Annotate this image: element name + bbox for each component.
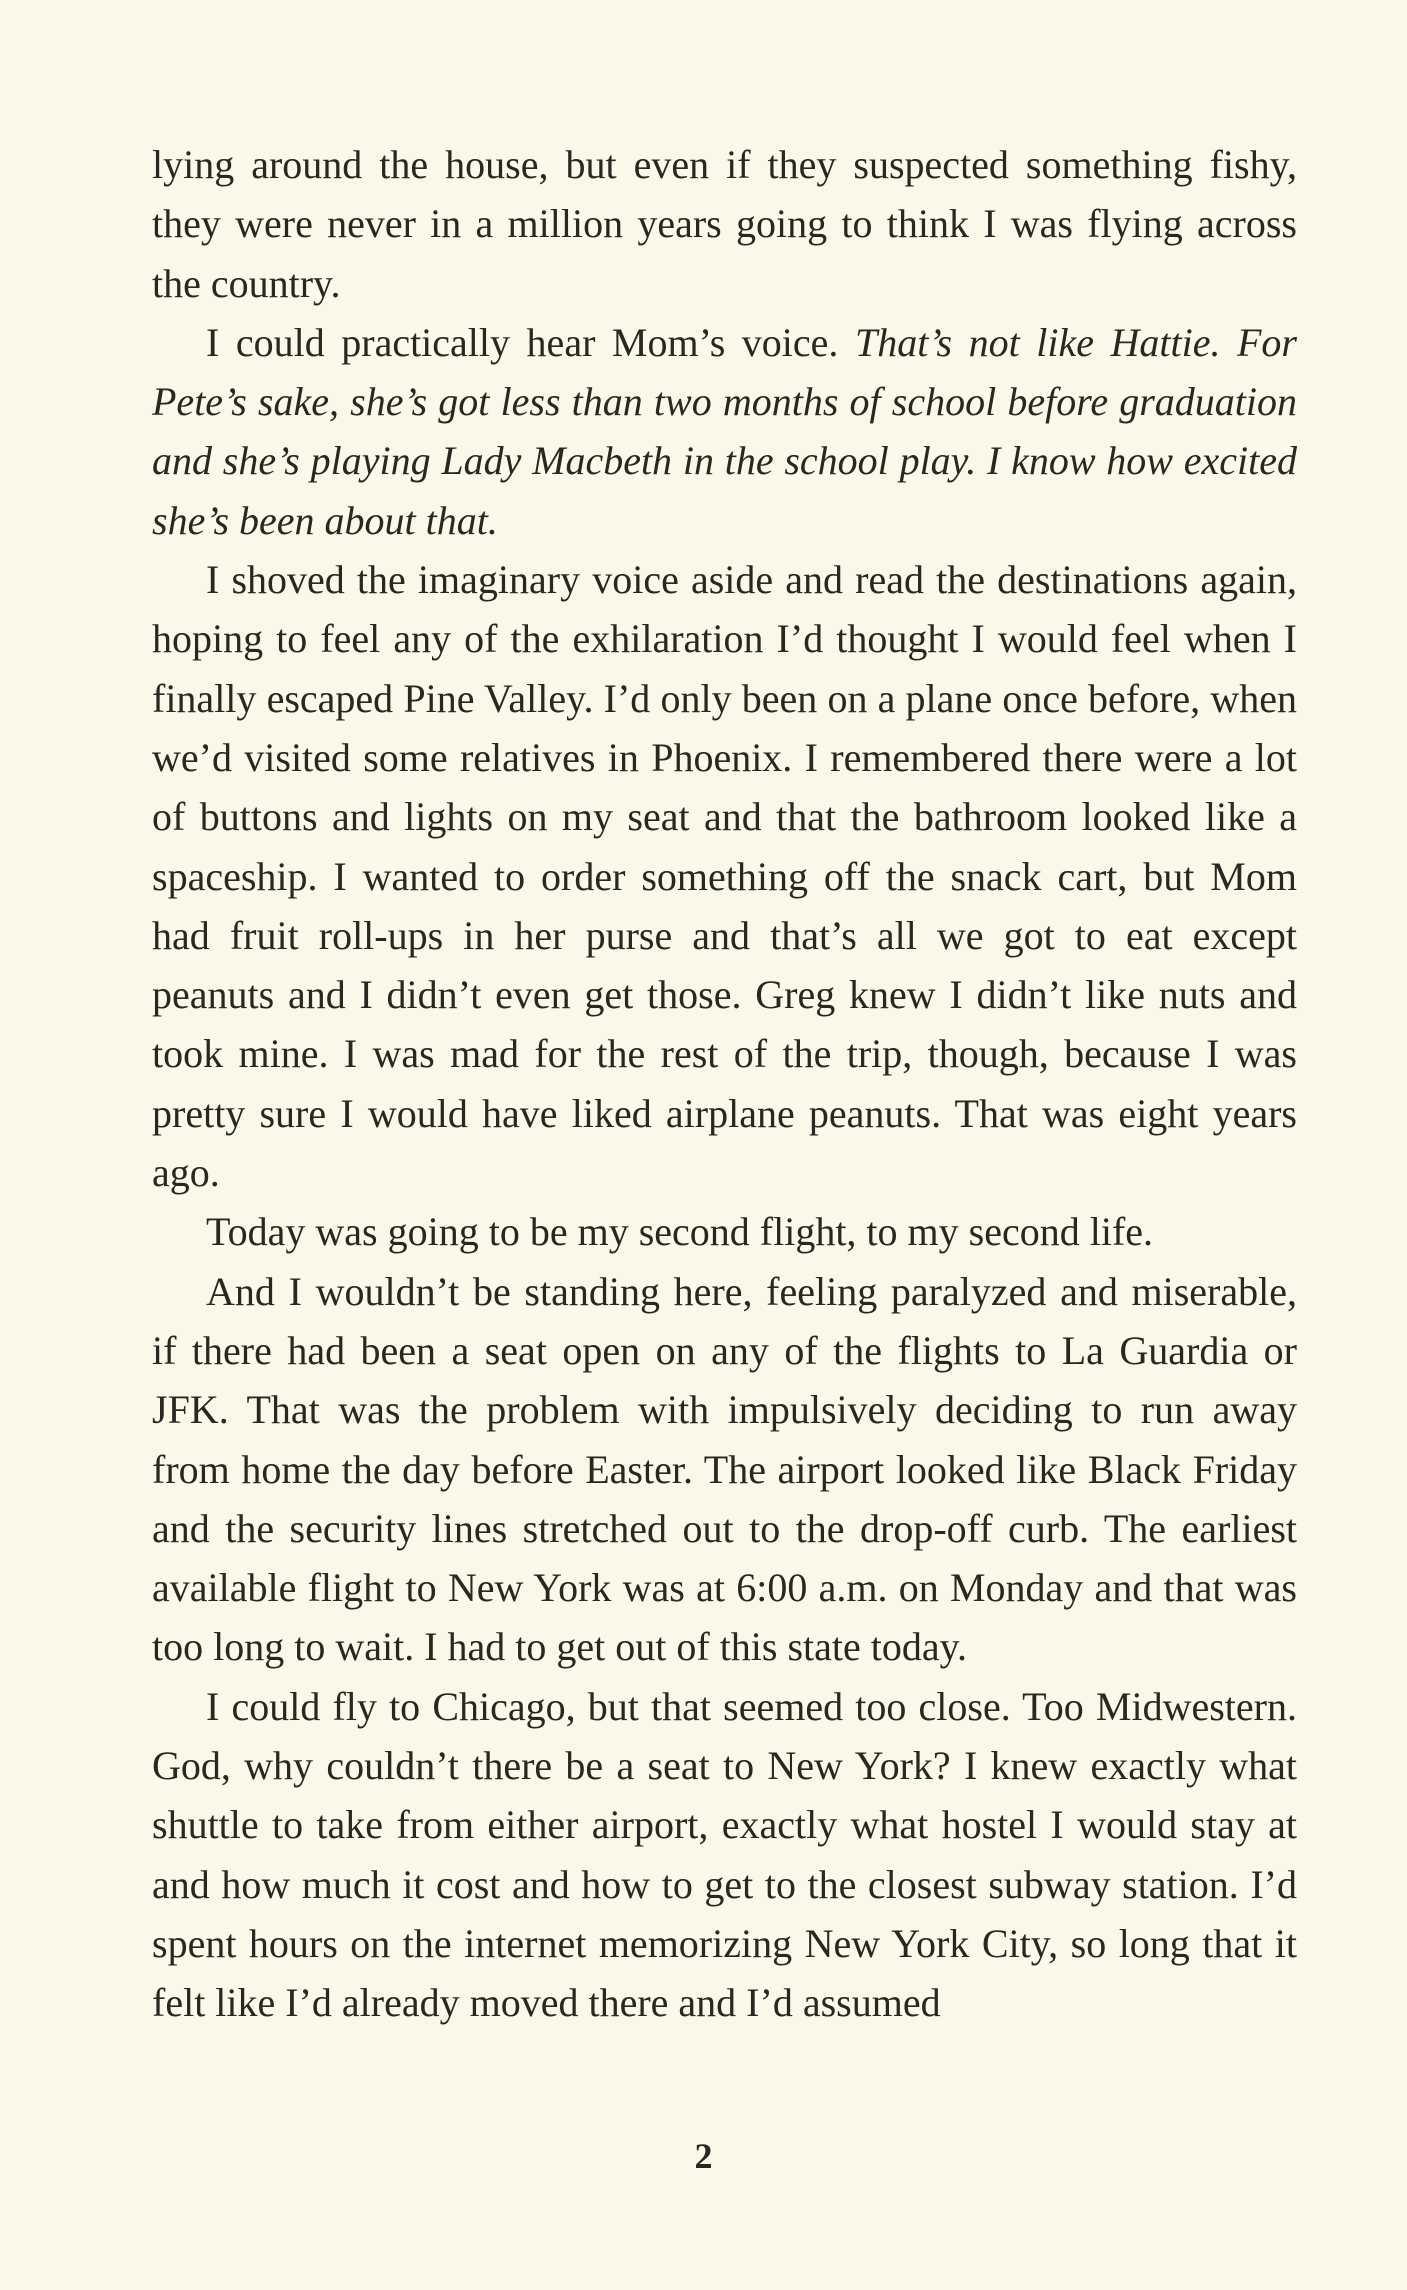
paragraph-2 [152,313,1297,550]
body-text [152,135,1297,2033]
paragraph-3-text: I shoved the imaginary voice aside and read the destinations again, hoping to feel any of the exhilaration I’d thought I would feel when I finally escaped Pine Valley. I’d only been on a plane once before, when we’d visited some relatives in Phoenix. I remembered there were a lot of buttons and lights on my seat and that the bathroom looked like a spaceship. I wanted to order something off the snack cart, but Mom had fruit roll-ups in her purse and that’s all we got to eat except peanuts and I didn’t even get those. Greg knew I didn’t like nuts and took mine. I was mad for the rest of the trip, though, because I was pretty sure I would have liked airplane peanuts. That was eight years ago. [152,557,1297,1196]
paragraph-4 [152,1202,1297,1261]
page-number: 2 [694,2136,713,2176]
paragraph-1 [152,135,1297,313]
paragraph-5 [152,1262,1297,1677]
paragraph-5-text: And I wouldn’t be standing here, feeling paralyzed and miserable, if there had been a seat open on any of the flights to La Guardia or JFK. That was the problem with impulsively deciding to run away from home the day before Easter. The airport looked like Black Friday and the security lines stretched out to the drop-off curb. The earliest available flight to New York was at 6:00 a.m. on Monday and that was too long to wait. I had to get out of this state today. [152,1268,1297,1670]
paragraph-4-text: Today was going to be my second flight, to my second life. [206,1209,1154,1255]
paragraph-3 [152,550,1297,1202]
paragraph-6 [152,1677,1297,2033]
paragraph-2-italic-text: That’s not like Hattie. For Pete’s sake, she’s got less than two months of school before graduation and she’s playing Lady Macbeth in the school play. I know how excited she’s been about that. [152,319,1297,543]
paragraph-1-text: lying around the house, but even if they suspected something fishy, they were never in a million years going to think I was flying across the country. [152,142,1297,306]
paragraph-2-text: I could practically hear Mom’s voice. [206,319,855,365]
paragraph-6-text: I could fly to Chicago, but that seemed too close. Too Midwestern. God, why couldn’t there be a seat to New York? I knew exactly what shuttle to take from either airport, exactly what hostel I would stay at and how much it cost and how to get to the closest subway station. I’d spent hours on the internet memorizing New York City, so long that it felt like I’d already moved there and I’d assumed [152,1683,1297,2026]
